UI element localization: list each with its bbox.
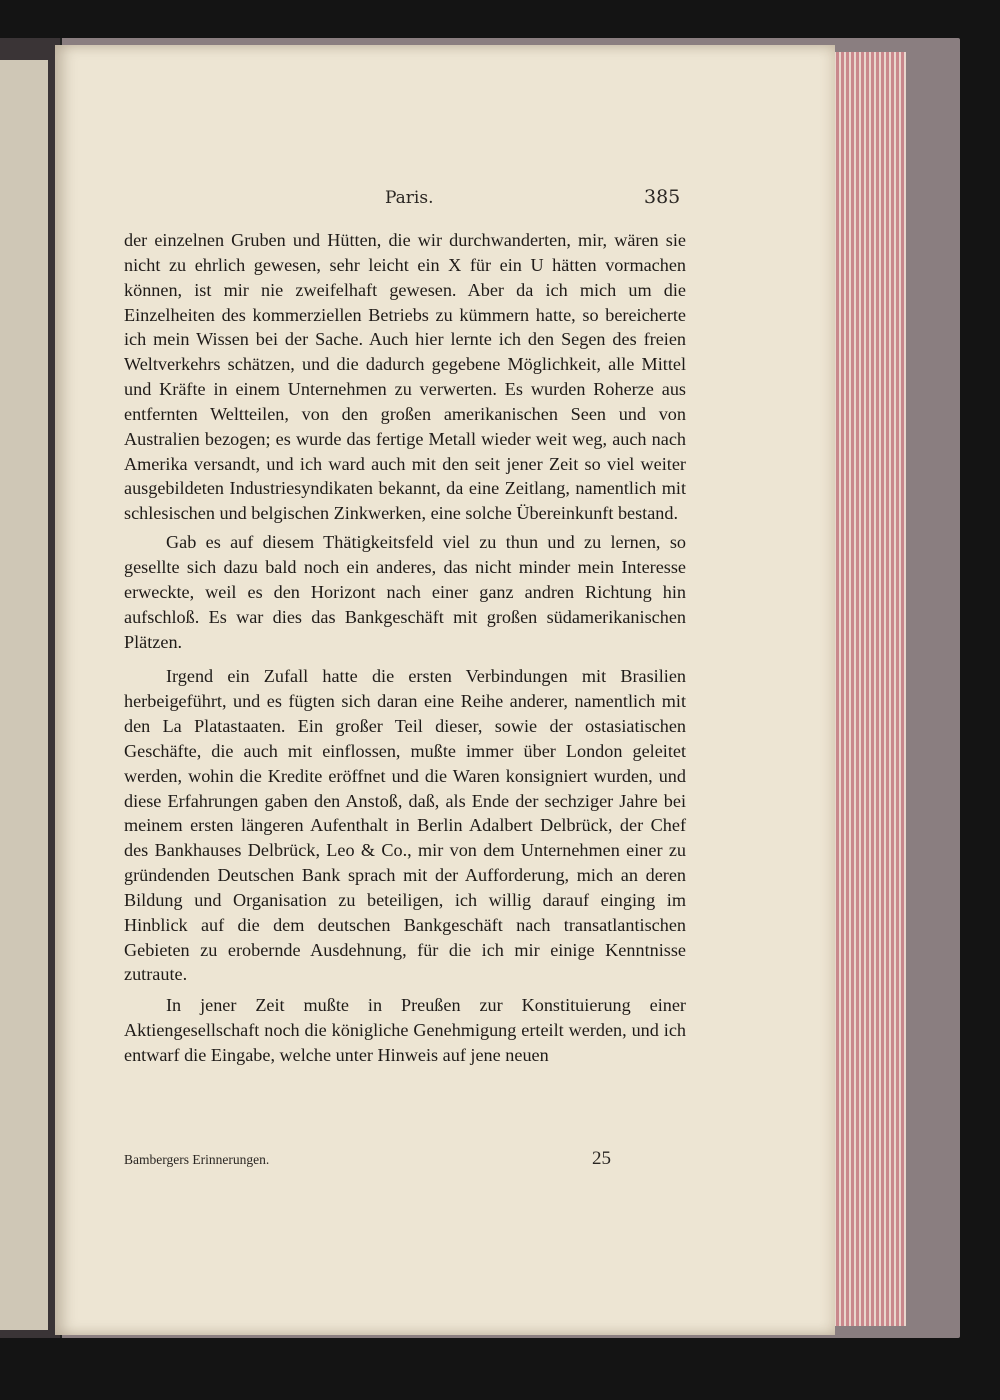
paragraph: Irgend ein Zufall hatte die ersten Verbindungen mit Brasilien herbeigeführt, und es fügten sich daran eine Reihe anderer, namentlich mit den La Platastaaten. Ein großer Teil dieser, sowie der ostasiatischen Geschäfte, die auch mit einflossen, mußte immer über London geleitet werden, wohin die Kredite eröffnet und die Waren konsigniert wurden, und diese Erfahrungen gaben den Anstoß, daß, als Ende der sechziger Jahre bei meinem ersten längeren Aufenthalt in Berlin Adalbert Delbrück, der Chef des Bankhauses Delbrück, Leo & Co., mir von dem Unternehmen einer zu gründenden Deutschen Bank sprach mit der Aufforderung, mich an deren Bildung und Organisation zu beteiligen, ich willig darauf einging im Hinblick auf die dem deutschen Bankgeschäft nach transatlantischen Gebieten zu erobernde Ausdehnung, für die ich mir einige Kenntnisse zutraute. (124, 666, 686, 985)
footer-signature: Bambergers Erinnerungen. (124, 1152, 270, 1167)
sheet-number: 25 (592, 1148, 611, 1169)
paragraph: der einzelnen Gruben und Hütten, die wir durchwanderten, mir, wären sie nicht zu ehrlich gewesen, sehr leicht ein X für ein U hätten vormachen können, ist mir nie zweifelhaft gewesen. Aber da ich mich um die Einzelheiten des kommerziellen Betriebs zu kümmern hatte, so bereicherte ich mein Wissen bei der Sache. Auch hier lernte ich den Segen des freien Weltverkehrs schätzen, und die dadurch gegebene Möglichkeit, alle Mittel und Kräfte in einem Unternehmen zu verwerten. Es wurden Roherze aus entfernten Weltteilen, von den großen amerikanischen Seen und von Australien bezogen; es wurde das fertige Metall wieder weit weg, auch nach Amerika versandt, und ich ward auch mit den seit jener Zeit so viel weiter ausgebildeten Industriesyndikaten bekannt, da eine Zeitlang, namentlich mit schlesischen und belgischen Zinkwerken, eine solche Übereinkunft bestand. (124, 230, 686, 524)
page-stack-edges (826, 52, 906, 1326)
previous-page-edge (0, 60, 48, 1330)
body-text (124, 228, 686, 1068)
paragraph: Gab es auf diesem Thätigkeitsfeld viel zu thun und zu lernen, so gesellte sich dazu bald noch ein anderes, das nicht minder mein Interesse erweckte, weil es den Horizont nach einer ganz andren Richtung hin aufschloß. Es war dies das Bankgeschäft mit großen südamerikanischen Plätzen. (124, 532, 686, 652)
paragraph: In jener Zeit mußte in Preußen zur Konstituierung einer Aktiengesellschaft noch die königliche Genehmigung erteilt werden, und ich entwarf die Eingabe, welche unter Hinweis auf jene neuen (124, 995, 686, 1065)
page-number: 385 (644, 186, 681, 208)
running-header-title: Paris. (385, 188, 434, 208)
